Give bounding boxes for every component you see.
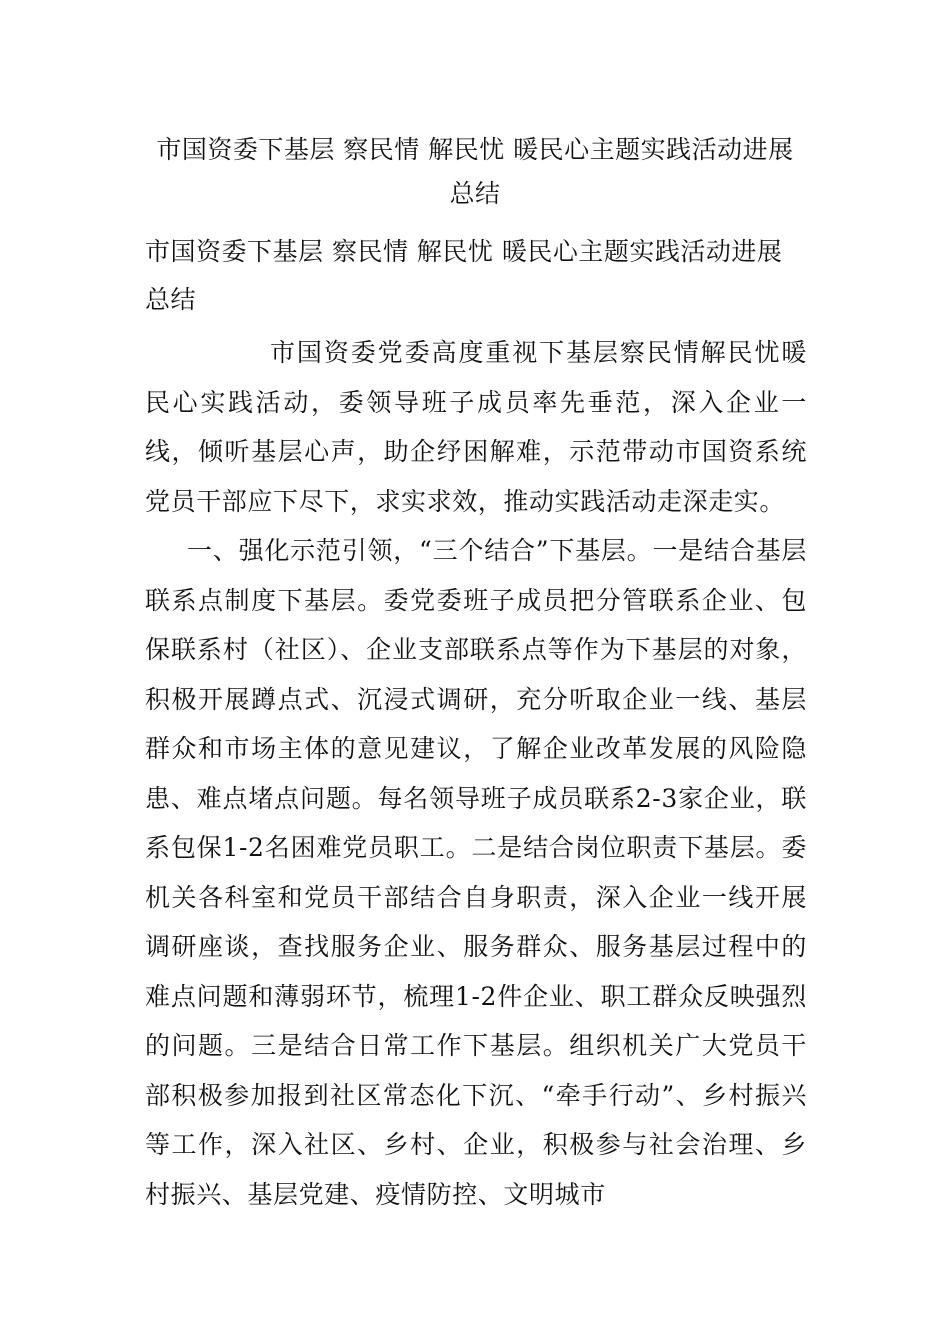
document-subtitle: 市国资委下基层 察民情 解民忧 暖民心主题实践活动进展总结: [145, 237, 783, 314]
document-title: 市国资委下基层 察民情 解民忧 暖民心主题实践活动进展总结: [156, 135, 794, 208]
paragraph-section-one: 一、强化示范引领，“三个结合”下基层。一是结合基层联系点制度下基层。委党委班子成员把分管联系企业、包保联系村（社区）、企业支部联系点等作为下基层的对象，积极开展蹲点式、沉浸式调研，充分听取企业一线、基层群众和市场主体的意见建议，了解企业改革发展的风险隐患、难点堵点问题。每名领导班子成员联系2-3家企业，联系包保1-2名困难党员职工。二是结合岗位职责下基层。委机关各科室和党员干部结合自身职责，深入企业一线开展调研座谈，查找服务企业、服务群众、服务基层过程中的难点问题和薄弱环节，梳理1-2件企业、职工群众反映强烈的问题。三是结合日常工作下基层。组织机关广大党员干部积极参加报到社区常态化下沉、“牵手行动”、乡村振兴等工作，深入社区、乡村、企业，积极参与社会治理、乡村振兴、基层党建、疫情防控、文明城市: [145, 536, 807, 1209]
paragraph-intro: 市国资委党委高度重视下基层察民情解民忧暖民心实践活动，委领导班子成员率先垂范，深入企业一线，倾听基层心声，助企纾困解难，示范带动市国资系统党员干部应下尽下，求实求效，推动实践活动走深走实。: [145, 338, 807, 516]
